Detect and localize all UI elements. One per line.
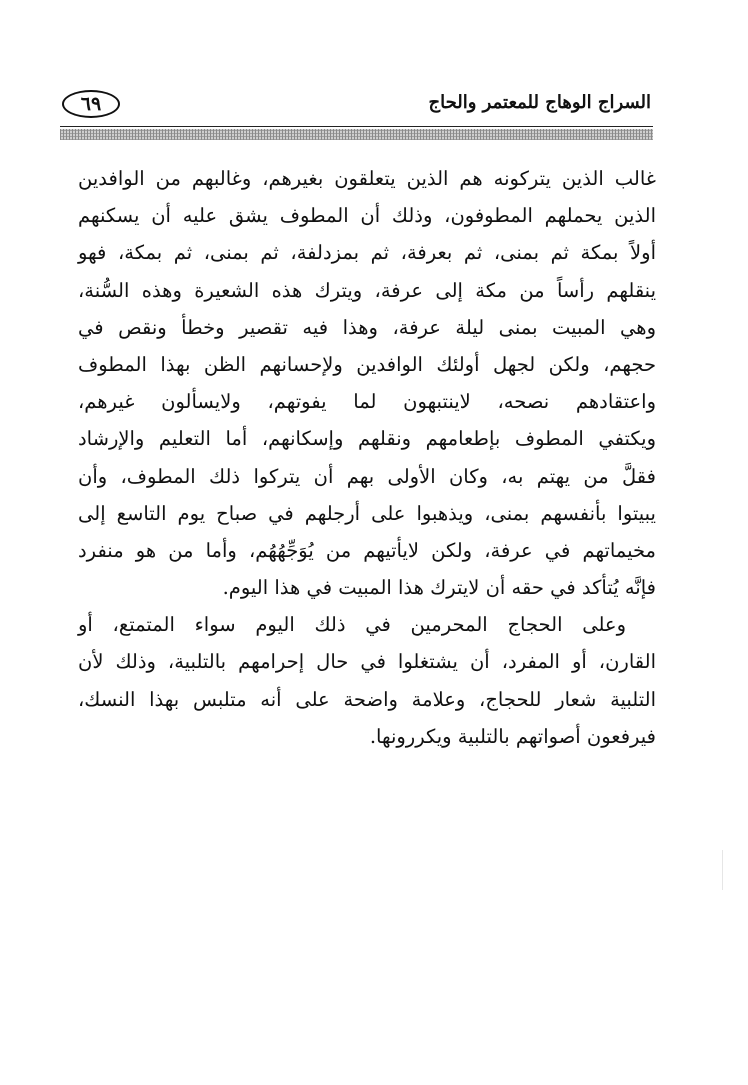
- text-line: حجهم، ولكن لجهل أولئك الوافدين ولإحسانهم الظن بهذا المطوف: [78, 352, 656, 376]
- text-line: التلبية شعار للحجاج، وعلامة واضحة على أنه متلبس بهذا النسك،: [78, 687, 656, 711]
- text-line: فإنَّه يُتأكد في حقه أن لايترك هذا المبيت في هذا اليوم.: [222, 576, 656, 600]
- text-line: ينقلهم رأساً من مكة إلى عرفة، ويترك هذه الشعيرة وهذه السُّنة،: [78, 278, 656, 302]
- running-title: السراج الوهاج للمعتمر والحاج: [428, 92, 651, 113]
- text-line: وهي المبيت بمنى ليلة عرفة، وهذا فيه تقصير وخطأ ونقص في: [78, 315, 656, 339]
- text-line: أولاً بمكة ثم بمنى، ثم بعرفة، ثم بمزدلفة، ثم بمنى، ثم بمكة، فهو: [78, 241, 656, 265]
- scan-mark: [722, 850, 723, 890]
- text-line: مخيماتهم في عرفة، ولكن لايأتيهم من يُوَجِّهُهُم، وأما من هو منفرد: [78, 538, 656, 562]
- text-line: وعلى الحجاج المحرمين في ذلك اليوم سواء المتمتع، أو: [78, 613, 626, 637]
- page-number: ٦٩: [62, 90, 120, 118]
- text-line: غالب الذين يتركونه هم الذين يتعلقون بغيرهم، وغالبهم من الوافدين: [78, 167, 656, 190]
- text-line: واعتقادهم نصحه، لاينتبهون لما يفوتهم، ولايسألون غيرهم،: [78, 390, 656, 414]
- text-line: الذين يحملهم المطوفون، وذلك أن المطوف يشق عليه أن يسكنهم: [78, 204, 656, 228]
- text-line: يبيتوا بأنفسهم بمنى، ويذهبوا على أرجلهم في صباح يوم التاسع إلى: [78, 501, 656, 525]
- header-decorative-band: [60, 129, 653, 140]
- paragraph-2: [78, 606, 656, 755]
- text-line: فقلَّ من يهتم به، وكان الأولى بهم أن يتركوا ذلك المطوف، وأن: [78, 464, 656, 488]
- text-line: فيرفعون أصواتهم بالتلبية ويكررونها.: [369, 724, 656, 748]
- body-text: [78, 160, 656, 755]
- text-line: القارن، أو المفرد، أن يشتغلوا في حال إحرامهم بالتلبية، وذلك لأن: [78, 650, 656, 674]
- header-rule: [60, 126, 653, 127]
- paragraph-1: [78, 160, 656, 606]
- text-line: ويكتفي المطوف بإطعامهم ونقلهم وإسكانهم، أما التعليم والإرشاد: [78, 427, 656, 451]
- page-header: [60, 88, 653, 128]
